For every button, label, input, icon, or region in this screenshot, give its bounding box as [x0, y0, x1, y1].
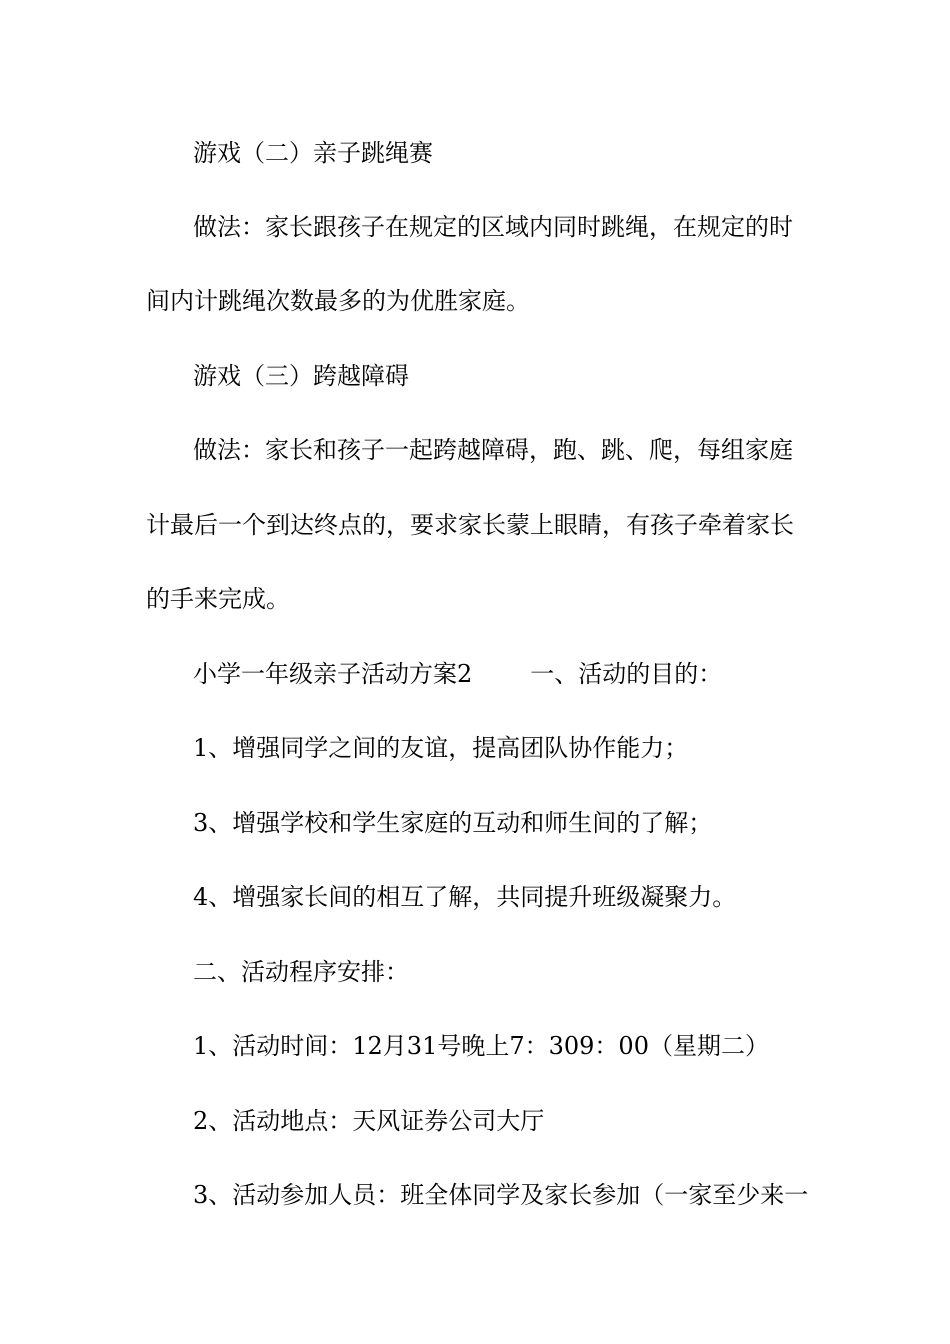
- schedule-item-location: 2、活动地点：天风证券公司大厅: [193, 1107, 545, 1135]
- game-2-method-line-1: 做法：家长跟孩子在规定的区域内同时跳绳，在规定的时: [193, 213, 793, 241]
- schedule-heading: 二、活动程序安排：: [193, 958, 409, 986]
- purpose-heading: 一、活动的目的：: [530, 660, 723, 688]
- purpose-item-4: 4、增强家长间的相互了解，共同提升班级凝聚力。: [193, 883, 737, 911]
- schedule-item-time: 1、活动时间：12月31号晚上7：309：00（星期二）: [193, 1032, 769, 1060]
- game-3-method-line-3: 的手来完成。: [146, 585, 290, 613]
- game-3-method-line-1: 做法：家长和孩子一起跨越障碍，跑、跳、爬，每组家庭: [193, 436, 793, 464]
- purpose-item-3: 3、增强学校和学生家庭的互动和师生间的了解；: [193, 809, 713, 837]
- purpose-item-1: 1、增强同学之间的友谊，提高团队协作能力；: [193, 734, 689, 762]
- plan-2-title-line: [193, 656, 863, 692]
- game-2-method-line-2: 间内计跳绳次数最多的为优胜家庭。: [146, 287, 530, 315]
- game-3-method-line-2: 计最后一个到达终点的，要求家长蒙上眼睛，有孩子牵着家长: [146, 511, 794, 539]
- plan-2-title: 小学一年级亲子活动方案2: [193, 660, 473, 688]
- game-2-heading: 游戏（二）亲子跳绳赛: [193, 139, 433, 167]
- game-3-heading: 游戏（三）跨越障碍: [193, 362, 409, 390]
- schedule-item-participants: 3、活动参加人员：班全体同学及家长参加（一家至少来一: [193, 1181, 809, 1209]
